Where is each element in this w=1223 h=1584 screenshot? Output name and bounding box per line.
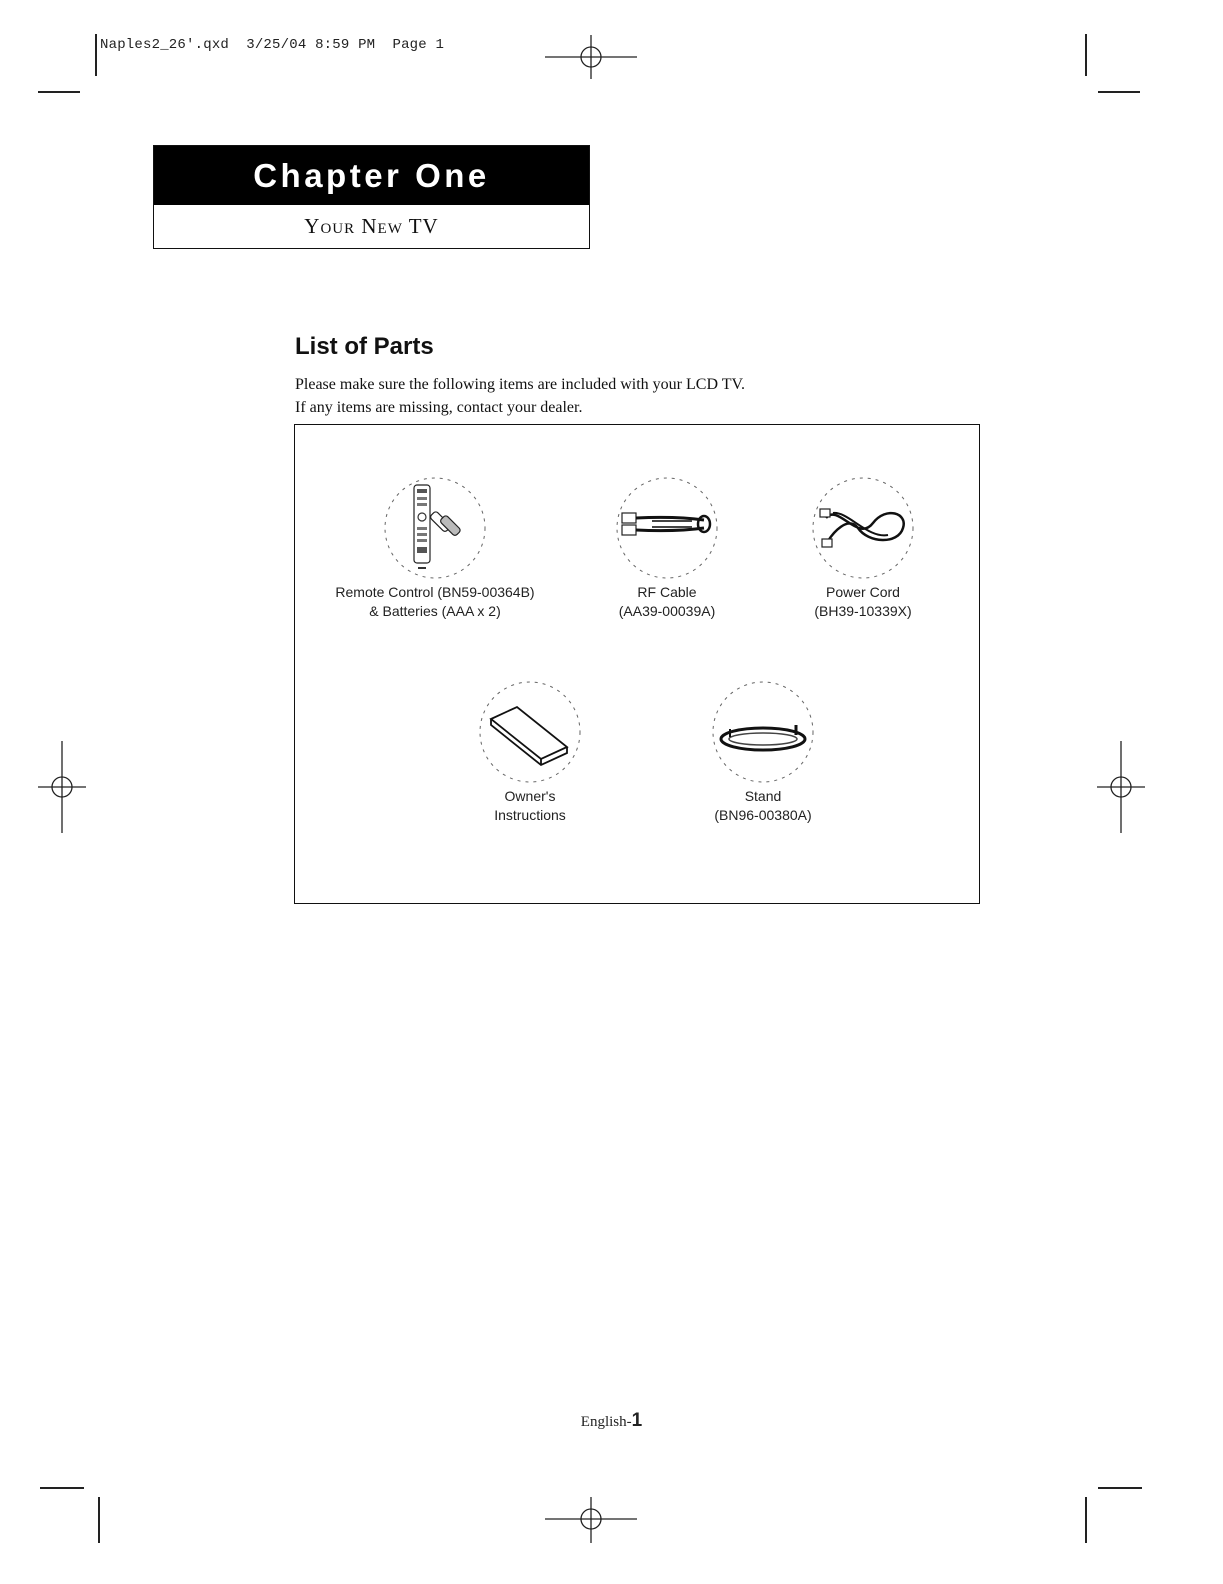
parts-list-box bbox=[294, 424, 980, 904]
stand-icon bbox=[708, 677, 818, 787]
part-label-line1: Remote Control (BN59-00364B) bbox=[335, 584, 535, 600]
section-title: List of Parts bbox=[295, 333, 434, 360]
slug-filename: Naples2_26'.qxd bbox=[100, 37, 230, 53]
part-owners-instructions bbox=[450, 677, 610, 825]
intro-line-2: If any items are missing, contact your dealer. bbox=[295, 399, 583, 416]
crop-mark-br-h bbox=[1098, 1487, 1142, 1489]
part-rf-cable bbox=[587, 473, 747, 621]
intro-line-1: Please make sure the following items are included with your LCD TV. bbox=[295, 376, 745, 393]
rf-cable-icon bbox=[612, 473, 722, 583]
crop-mark-tl-v bbox=[95, 34, 97, 76]
crop-mark-br-v bbox=[1085, 1497, 1087, 1543]
crop-mark-tr-h bbox=[1098, 91, 1140, 93]
footer-page-number: 1 bbox=[631, 1410, 643, 1431]
part-label-line2: (BN96-00380A) bbox=[714, 807, 812, 823]
chapter-subtitle: Your New TV bbox=[304, 214, 439, 238]
slug-page: Page 1 bbox=[392, 37, 445, 53]
part-label-line2: Instructions bbox=[494, 807, 566, 823]
crop-mark-tr-v bbox=[1085, 34, 1087, 76]
print-slug bbox=[100, 37, 444, 53]
footer-language: English- bbox=[580, 1414, 632, 1430]
part-label-line2: & Batteries (AAA x 2) bbox=[369, 603, 501, 619]
slug-date: 3/25/04 bbox=[246, 37, 307, 53]
registration-mark-bottom bbox=[545, 1497, 637, 1543]
remote-control-icon bbox=[380, 473, 490, 583]
part-power-cord bbox=[783, 473, 943, 621]
chapter-header bbox=[153, 145, 590, 249]
part-label-line2: (AA39-00039A) bbox=[618, 603, 716, 619]
page-footer bbox=[0, 1410, 1223, 1432]
registration-mark-top bbox=[545, 35, 637, 79]
crop-mark-bl-h bbox=[40, 1487, 84, 1489]
part-stand bbox=[683, 677, 843, 825]
part-label-line1: Owner's bbox=[504, 788, 556, 804]
part-remote-control bbox=[315, 473, 555, 621]
chapter-title: Chapter One bbox=[154, 146, 589, 205]
registration-mark-left bbox=[38, 741, 86, 833]
part-label-line2: (BH39-10339X) bbox=[814, 603, 912, 619]
section-intro bbox=[295, 373, 745, 419]
slug-time: 8:59 PM bbox=[315, 37, 376, 53]
manual-icon bbox=[475, 677, 585, 787]
power-cord-icon bbox=[808, 473, 918, 583]
crop-mark-tl-h bbox=[38, 91, 80, 93]
part-label-line1: Stand bbox=[744, 788, 782, 804]
crop-mark-bl-v bbox=[98, 1497, 100, 1543]
part-label-line1: RF Cable bbox=[637, 584, 697, 600]
registration-mark-right bbox=[1097, 741, 1145, 833]
part-label-line1: Power Cord bbox=[826, 584, 900, 600]
